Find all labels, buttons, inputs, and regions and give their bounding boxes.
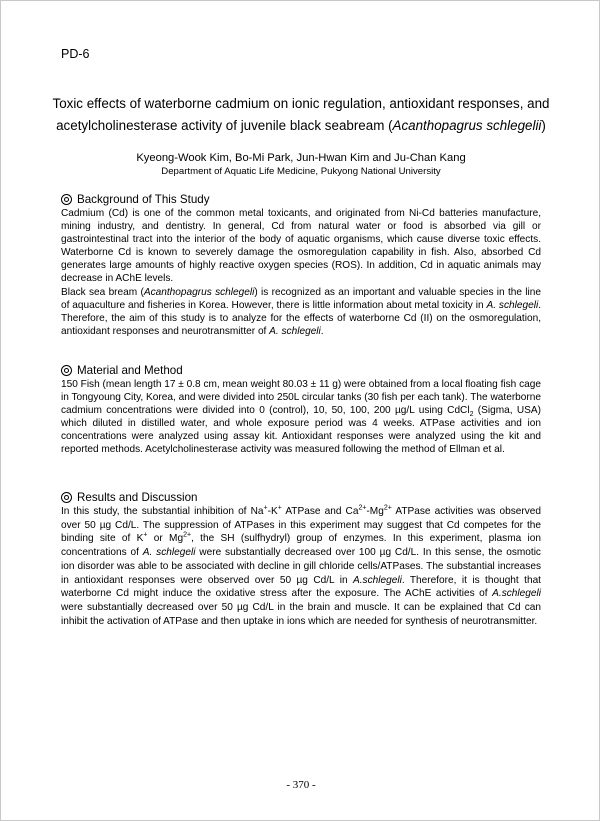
title-close: ): [541, 118, 546, 133]
superscript: +: [277, 504, 282, 512]
background-paragraph-1: Cadmium (Cd) is one of the common metal toxicants, and originated from Ni-Cd batteries manufacture, mining industry, and dentistry. In general, Cd from natural water or food is absorbed via gill or gastrointestinal tract into the interior of the body of aquatic organisms, which cause diverse toxic effects. Waterborne Cd is known to severely damage the osmoregulation capability in fish. Also, absorbed Cd generates large amounts of highly reactive oxygen species (ROS). In addition, Cd in aquatic animals may decrease in AChE levels.: [61, 208, 541, 285]
double-circle-icon: [61, 492, 72, 503]
results-paragraph: [61, 505, 541, 628]
section-results: [61, 490, 541, 628]
text-run: , the SH (sulfhydryl) group of enzymes. In this experiment, plasma ion concentrations of: [61, 533, 542, 559]
section-heading: [61, 363, 541, 378]
background-paragraph-2: [61, 286, 541, 338]
text-run: .: [320, 325, 324, 337]
title-text: Toxic effects of waterborne cadmium on ionic regulation, antioxidant responses, and acetylcholinesterase activity of juvenile black seabream (: [52, 96, 550, 133]
heading-text: Background of This Study: [77, 193, 210, 206]
species-name: A. schlegeli: [269, 325, 321, 337]
superscript: +: [263, 504, 268, 512]
superscript: +: [143, 532, 148, 540]
text-run: ATPase activities was observed over 50 µg Cd/L. The suppression of ATPases in this experiment may suggest that Cd competes for the binding site of K: [61, 506, 541, 545]
section-heading: [61, 490, 541, 505]
subscript: 2: [469, 411, 474, 419]
section-background: [61, 192, 541, 338]
text-run: In this study, the substantial inhibition of Na: [61, 506, 264, 517]
author-list: Kyeong-Wook Kim, Bo-Mi Park, Jun-Hwan Kim and Ju-Chan Kang: [136, 152, 466, 164]
page-number: - 370 -: [286, 779, 316, 791]
text-run: -Mg: [366, 506, 384, 517]
species-name: A.schlegeli: [353, 574, 402, 586]
text-run: (Sigma, USA) which diluted in distilled water, and whole exposure period was 4 weeks. ATPase activities and ion concentrations were analyzed using assay kit. Antioxidant responses were analyzed using the kit and reported methods. Acetylcholinesterase activity was measured following the method of Ellman et al.: [61, 405, 541, 456]
section-heading: [61, 192, 541, 207]
methods-paragraph: [61, 378, 541, 457]
double-circle-icon: [61, 194, 72, 205]
text-run: were substantially decreased over 100 µg Cd/L. In this sense, the osmotic ion disorder was able to be associated with decline in gill chloride cells/ATPases. The substantial increases in antioxidant responses were observed over 50 µg Cd/L in: [61, 547, 541, 586]
title-species: Acanthopagrus schlegelii: [392, 118, 542, 133]
superscript: 2+: [358, 504, 367, 512]
species-name: A. schlegeli: [142, 547, 196, 559]
text-run: . Therefore, it is thought that waterborne Cd might induce the oxidative stress after the exposure. The AChE activities of: [61, 574, 541, 600]
text-run: Black sea bream (: [61, 286, 144, 298]
heading-text: Results and Discussion: [77, 491, 198, 504]
text-run: or Mg: [147, 533, 184, 545]
text-run: ATPase and Ca: [281, 506, 359, 517]
species-name: Acanthopagrus schlegeli: [143, 286, 255, 298]
affiliation: Department of Aquatic Life Medicine, Pukyong National University: [161, 166, 441, 177]
text-run: 150 Fish (mean length 17 ± 0.8 cm, mean weight 80.03 ± 11 g) were obtained from a local floating fish cage in Tongyoung City, Korea, and were divided into 250L circular tanks (30 fish per each tank). The waterborne cadmium concentrations were divided into 0 (control), 10, 50, 100, 200 µg/L using CdCl: [61, 379, 541, 417]
heading-text: Material and Method: [77, 364, 183, 377]
double-circle-icon: [61, 365, 72, 376]
text-run: were substantially decreased over 50 µg Cd/L in the brain and muscle. It can be explained that Cd can inhibit the activation of ATPase and then uptake in ions which are needed for synthesis of neurotransmitter.: [61, 601, 541, 627]
species-name: A. schlegeli: [486, 299, 539, 311]
species-name: A.schlegeli: [492, 588, 541, 600]
abstract-code: PD-6: [61, 47, 90, 61]
superscript: 2+: [383, 504, 392, 512]
superscript: 2+: [183, 532, 192, 540]
section-methods: [61, 363, 541, 457]
paper-title: [41, 93, 561, 137]
text-run: ) is recognized as an important and valuable species in the line of aquaculture and fisheries in Korea. However, there is little information about metal toxicity in: [61, 286, 542, 311]
text-run: -K: [267, 506, 278, 517]
text-run: . Therefore, the aim of this study is to analyze for the effects of waterborne Cd (II) on the osmoregulation, antioxidant responses and neurotransmitter of: [61, 299, 542, 337]
